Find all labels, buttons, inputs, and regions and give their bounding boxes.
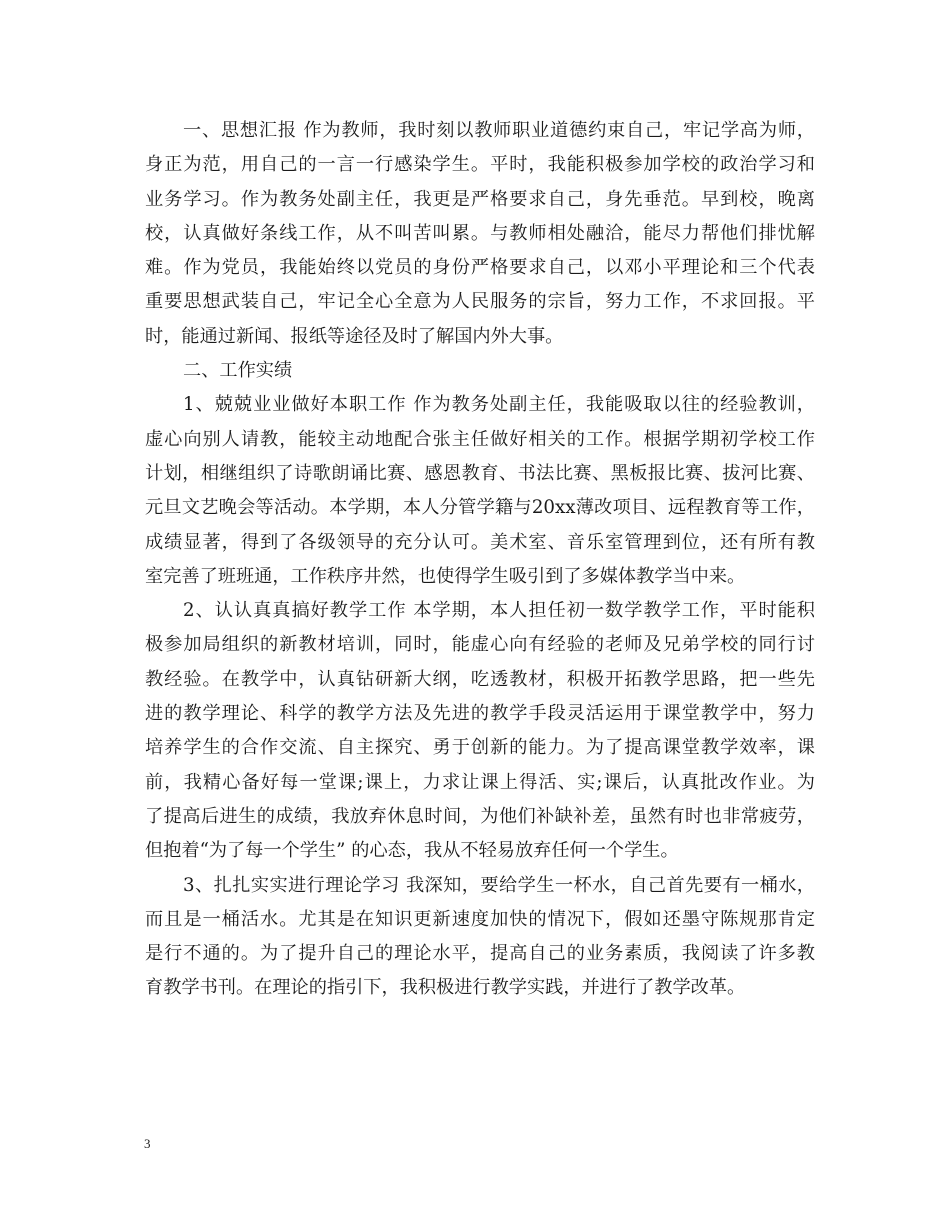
document-body — [145, 114, 815, 1006]
text-line: 教经验。在教学中，认真钻研新大纲，吃透教材，积极开拓教学思路，把一些先 — [145, 668, 815, 690]
text-line: 前，我精心备好每一堂课;课上，力求让课上得活、实;课后，认真批改作业。为 — [145, 771, 815, 793]
text-line: 业务学习。作为教务处副主任，我更是严格要求自己，身先垂范。早到校，晚离 — [145, 188, 815, 210]
text-line: 3、扎扎实实进行理论学习 我深知，要给学生一杯水，自己首先要有一桶水， — [183, 874, 815, 896]
text-line: 而且是一桶活水。尤其是在知识更新速度加快的情况下，假如还墨守陈规那肯定 — [145, 908, 815, 930]
text-line: 是行不通的。为了提升自己的理论水平，提高自己的业务素质，我阅读了许多教 — [145, 943, 815, 965]
text-line: 极参加局组织的新教材培训，同时，能虚心向有经验的老师及兄弟学校的同行讨 — [145, 634, 815, 656]
text-line: 难。作为党员，我能始终以党员的身份严格要求自己，以邓小平理论和三个代表 — [145, 257, 815, 279]
text-line: 育教学书刊。在理论的指引下，我积极进行教学实践，并进行了教学改革。 — [145, 977, 746, 999]
text-line: 身正为范，用自己的一言一行感染学生。平时，我能积极参加学校的政治学习和 — [145, 154, 815, 176]
text-line: 计划，相继组织了诗歌朗诵比赛、感恩教育、书法比赛、黑板报比赛、拔河比赛、 — [145, 462, 815, 484]
text-line: 了提高后进生的成绩，我放弃休息时间，为他们补缺补差，虽然有时也非常疲劳， — [145, 805, 815, 827]
text-line: 重要思想武装自己，牢记全心全意为人民服务的宗旨，努力工作，不求回报。平 — [145, 291, 815, 313]
text-line: 1、兢兢业业做好本职工作 作为教务处副主任，我能吸取以往的经验教训， — [183, 394, 815, 416]
text-line: 室完善了班班通，工作秩序井然，也使得学生吸引到了多媒体教学当中来。 — [145, 565, 746, 587]
page-number: 3 — [144, 1136, 151, 1151]
text-line: 成绩显著，得到了各级领导的充分认可。美术室、音乐室管理到位，还有所有教 — [145, 531, 815, 553]
text-line: 二、工作实绩 — [183, 360, 293, 382]
text-line: 2、认认真真搞好教学工作 本学期，本人担任初一数学教学工作，平时能积 — [183, 600, 815, 622]
text-line: 校，认真做好条线工作，从不叫苦叫累。与教师相处融洽，能尽力帮他们排忧解 — [145, 222, 815, 244]
text-line: 但抱着“为了每一个学生” 的心态，我从不轻易放弃任何一个学生。 — [145, 840, 679, 862]
text-line: 一、思想汇报 作为教师，我时刻以教师职业道德约束自己，牢记学高为师， — [183, 120, 815, 141]
text-line: 元旦文艺晚会等活动。本学期，本人分管学籍与20xx薄改项目、远程教育等工作， — [145, 497, 815, 519]
text-line: 培养学生的合作交流、自主探究、勇于创新的能力。为了提高课堂教学效率，课 — [145, 737, 815, 759]
text-line: 虚心向别人请教，能较主动地配合张主任做好相关的工作。根据学期初学校工作 — [145, 428, 815, 450]
text-line: 时，能通过新闻、报纸等途径及时了解国内外大事。 — [145, 325, 564, 347]
text-line: 进的教学理论、科学的教学方法及先进的教学手段灵活运用于课堂教学中，努力 — [145, 703, 815, 725]
